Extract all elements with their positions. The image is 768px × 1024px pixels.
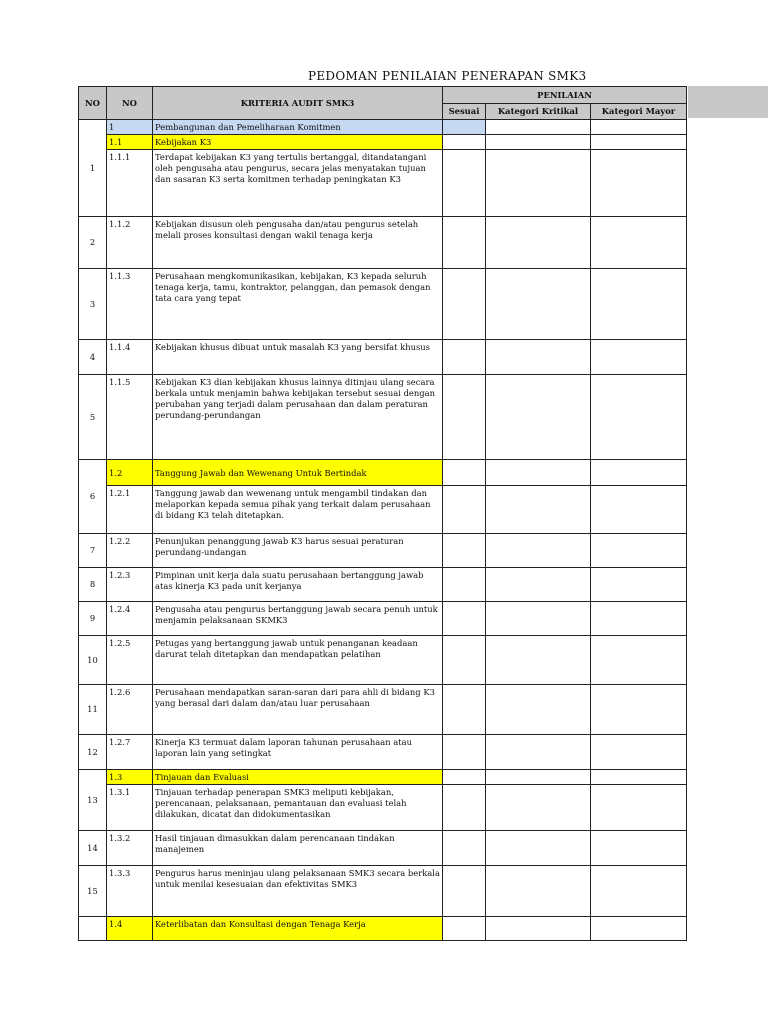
sesuai-cell[interactable] — [443, 770, 486, 785]
criteria-text: Tanggung jawab dan wewenang untuk mengambil tindakan dan melaporkan kepada semua pihak yang terkait dalam perusahaan di bidang K3 telah ditetapkan. — [153, 486, 443, 534]
sesuai-cell[interactable] — [443, 269, 486, 340]
criteria-code: 1.2.3 — [107, 568, 153, 602]
kritikal-cell[interactable] — [486, 217, 591, 269]
mayor-cell[interactable] — [591, 534, 687, 568]
criteria-code: 1.3.1 — [107, 785, 153, 831]
criteria-code: 1.2.4 — [107, 602, 153, 636]
header-sesuai: Sesuai — [443, 104, 486, 120]
criteria-code: 1.2.7 — [107, 735, 153, 770]
sesuai-cell[interactable] — [443, 375, 486, 460]
sesuai-cell[interactable] — [443, 685, 486, 735]
sesuai-cell[interactable] — [443, 534, 486, 568]
table-row — [79, 866, 687, 917]
kritikal-cell[interactable] — [486, 534, 591, 568]
table-row — [79, 785, 687, 831]
criteria-code: 1.1.3 — [107, 269, 153, 340]
criteria-code: 1.2.5 — [107, 636, 153, 685]
criteria-text: Kebijakan disusun oleh pengusaha dan/atau pengurus setelah melali proses konsultasi dengan wakil tenaga kerja — [153, 217, 443, 269]
sesuai-cell[interactable] — [443, 917, 486, 941]
row-number: 6 — [79, 460, 107, 534]
mayor-cell[interactable] — [591, 685, 687, 735]
sesuai-cell[interactable] — [443, 636, 486, 685]
kritikal-cell[interactable] — [486, 486, 591, 534]
kritikal-cell[interactable] — [486, 340, 591, 375]
row-number: 5 — [79, 375, 107, 460]
table-row — [79, 534, 687, 568]
sesuai-cell[interactable] — [443, 150, 486, 217]
sesuai-cell[interactable] — [443, 735, 486, 770]
table-row — [79, 150, 687, 217]
criteria-code: 1.2.1 — [107, 486, 153, 534]
kritikal-cell[interactable] — [486, 636, 591, 685]
sesuai-cell[interactable] — [443, 831, 486, 866]
header-penilaian: PENILAIAN — [443, 87, 687, 104]
mayor-cell[interactable] — [591, 866, 687, 917]
section-code: 1 — [107, 120, 153, 135]
sesuai-cell[interactable] — [443, 340, 486, 375]
section-title: Tanggung Jawab dan Wewenang Untuk Bertindak — [153, 460, 443, 486]
criteria-code: 1.1.4 — [107, 340, 153, 375]
sesuai-cell[interactable] — [443, 486, 486, 534]
section-row — [79, 917, 687, 941]
sesuai-cell[interactable] — [443, 866, 486, 917]
header-no: NO — [79, 87, 107, 120]
audit-table — [78, 86, 687, 941]
section-title: Tinjauan dan Evaluasi — [153, 770, 443, 785]
criteria-text: Hasil tinjauan dimasukkan dalam perencanaan tindakan manajemen — [153, 831, 443, 866]
sesuai-cell[interactable] — [443, 602, 486, 636]
section-title: Keterlibatan dan Konsultasi dengan Tenaga Kerja — [153, 917, 443, 941]
table-row — [79, 735, 687, 770]
document-title: PEDOMAN PENILAIAN PENERAPAN SMK3 — [308, 69, 587, 83]
sesuai-cell[interactable] — [443, 460, 486, 486]
section-code: 1.3 — [107, 770, 153, 785]
table-row — [79, 340, 687, 375]
criteria-text: Terdapat kebijakan K3 yang tertulis bertanggal, ditandatangani oleh pengusaha atau pengurus, secara jelas menyatakan tujuan dan sasaran K3 serta komitmen terhadap peningkatan K3 — [153, 150, 443, 217]
table-row — [79, 486, 687, 534]
row-number: 8 — [79, 568, 107, 602]
header-kriteria: KRITERIA AUDIT SMK3 — [153, 87, 443, 120]
criteria-code: 1.3.3 — [107, 866, 153, 917]
criteria-text: Pengusaha atau pengurus bertanggung jawab secara penuh untuk menjamin pelaksanaan SKMK3 — [153, 602, 443, 636]
table-row — [79, 831, 687, 866]
criteria-text: Tinjauan terhadap penerapan SMK3 meliputi kebijakan, perencanaan, pelaksanaan, pemantauan dan evaluasi telah dilakukan, dicatat dan didokumentasikan — [153, 785, 443, 831]
row-number: 1 — [79, 120, 107, 217]
criteria-code: 1.1.2 — [107, 217, 153, 269]
section-row — [79, 460, 687, 486]
kritikal-cell[interactable] — [486, 460, 591, 486]
sesuai-cell[interactable] — [443, 135, 486, 150]
criteria-text: Kebijakan khusus dibuat untuk masalah K3 yang bersifat khusus — [153, 340, 443, 375]
row-number: 13 — [79, 770, 107, 831]
sesuai-cell[interactable] — [443, 568, 486, 602]
mayor-cell[interactable] — [591, 120, 687, 135]
criteria-text: Kinerja K3 termuat dalam laporan tahunan perusahaan atau laporan lain yang setingkat — [153, 735, 443, 770]
mayor-cell[interactable] — [591, 636, 687, 685]
header-gray-band — [688, 86, 768, 118]
mayor-cell[interactable] — [591, 602, 687, 636]
kritikal-cell[interactable] — [486, 602, 591, 636]
row-number: 9 — [79, 602, 107, 636]
mayor-cell[interactable] — [591, 917, 687, 941]
mayor-cell[interactable] — [591, 785, 687, 831]
sesuai-cell[interactable] — [443, 217, 486, 269]
mayor-cell[interactable] — [591, 770, 687, 785]
mayor-cell[interactable] — [591, 568, 687, 602]
criteria-code: 1.2.6 — [107, 685, 153, 735]
table-row — [79, 217, 687, 269]
row-number: 3 — [79, 269, 107, 340]
header-kategori-mayor: Kategori Mayor — [591, 104, 687, 120]
mayor-cell[interactable] — [591, 486, 687, 534]
criteria-text: Kebijakan K3 dian kebijakan khusus lainnya ditinjau ulang secara berkala untuk menjamin bahwa kebijakan tersebut sesuai dengan perubahan yang terjadi dalam perusahaan dan dalam peraturan perundang-perundangan — [153, 375, 443, 460]
mayor-cell[interactable] — [591, 340, 687, 375]
mayor-cell[interactable] — [591, 735, 687, 770]
kritikal-cell[interactable] — [486, 770, 591, 785]
mayor-cell[interactable] — [591, 831, 687, 866]
kritikal-cell[interactable] — [486, 735, 591, 770]
table-row — [79, 636, 687, 685]
table-row — [79, 375, 687, 460]
section-title: Kebijakan K3 — [153, 135, 443, 150]
kritikal-cell[interactable] — [486, 685, 591, 735]
row-number: 4 — [79, 340, 107, 375]
criteria-code: 1.2.2 — [107, 534, 153, 568]
sesuai-cell[interactable] — [443, 120, 486, 135]
row-number: 7 — [79, 534, 107, 568]
kritikal-cell[interactable] — [486, 150, 591, 217]
kritikal-cell[interactable] — [486, 269, 591, 340]
mayor-cell[interactable] — [591, 269, 687, 340]
table-row — [79, 568, 687, 602]
table-row — [79, 602, 687, 636]
kritikal-cell[interactable] — [486, 866, 591, 917]
mayor-cell[interactable] — [591, 460, 687, 486]
section-title: Pembangunan dan Pemeliharaan Komitmen — [153, 120, 443, 135]
kritikal-cell[interactable] — [486, 917, 591, 941]
row-number: 11 — [79, 685, 107, 735]
row-number: 10 — [79, 636, 107, 685]
row-number: 15 — [79, 866, 107, 917]
kritikal-cell[interactable] — [486, 785, 591, 831]
criteria-text: Petugas yang bertanggung jawab untuk penanganan keadaan darurat telah ditetapkan dan mendapatkan pelatihan — [153, 636, 443, 685]
kritikal-cell[interactable] — [486, 375, 591, 460]
section-code: 1.1 — [107, 135, 153, 150]
mayor-cell[interactable] — [591, 135, 687, 150]
section-row — [79, 770, 687, 785]
kritikal-cell[interactable] — [486, 120, 591, 135]
criteria-text: Pimpinan unit kerja dala suatu perusahaan bertanggung jawab atas kinerja K3 pada unit kerjanya — [153, 568, 443, 602]
criteria-code: 1.1.1 — [107, 150, 153, 217]
kritikal-cell[interactable] — [486, 568, 591, 602]
mayor-cell[interactable] — [591, 150, 687, 217]
criteria-text: Perusahaan mendapatkan saran-saran dari para ahli di bidang K3 yang berasal dari dalam dan/atau luar perusahaan — [153, 685, 443, 735]
mayor-cell[interactable] — [591, 217, 687, 269]
kritikal-cell[interactable] — [486, 831, 591, 866]
criteria-text: Pengurus harus meninjau ulang pelaksanaan SMK3 secara berkala untuk menilai kesesuaian dan efektivitas SMK3 — [153, 866, 443, 917]
row-number: 12 — [79, 735, 107, 770]
criteria-text: Perusahaan mengkomunikasikan, kebijakan, K3 kepada seluruh tenaga kerja, tamu, kontraktor, pelanggan, dan pemasok dengan tata cara yang tepat — [153, 269, 443, 340]
header-no-2: NO — [107, 87, 153, 120]
section-code: 1.4 — [107, 917, 153, 941]
table-row — [79, 685, 687, 735]
sesuai-cell[interactable] — [443, 785, 486, 831]
kritikal-cell[interactable] — [486, 135, 591, 150]
row-number: 2 — [79, 217, 107, 269]
criteria-text: Penunjukan penanggung jawab K3 harus sesuai peraturan perundang-undangan — [153, 534, 443, 568]
criteria-code: 1.3.2 — [107, 831, 153, 866]
row-number-empty — [79, 917, 107, 941]
table-row — [79, 269, 687, 340]
header-kategori-kritikal: Kategori Kritikal — [486, 104, 591, 120]
row-number: 14 — [79, 831, 107, 866]
mayor-cell[interactable] — [591, 375, 687, 460]
criteria-code: 1.1.5 — [107, 375, 153, 460]
section-code: 1.2 — [107, 460, 153, 486]
